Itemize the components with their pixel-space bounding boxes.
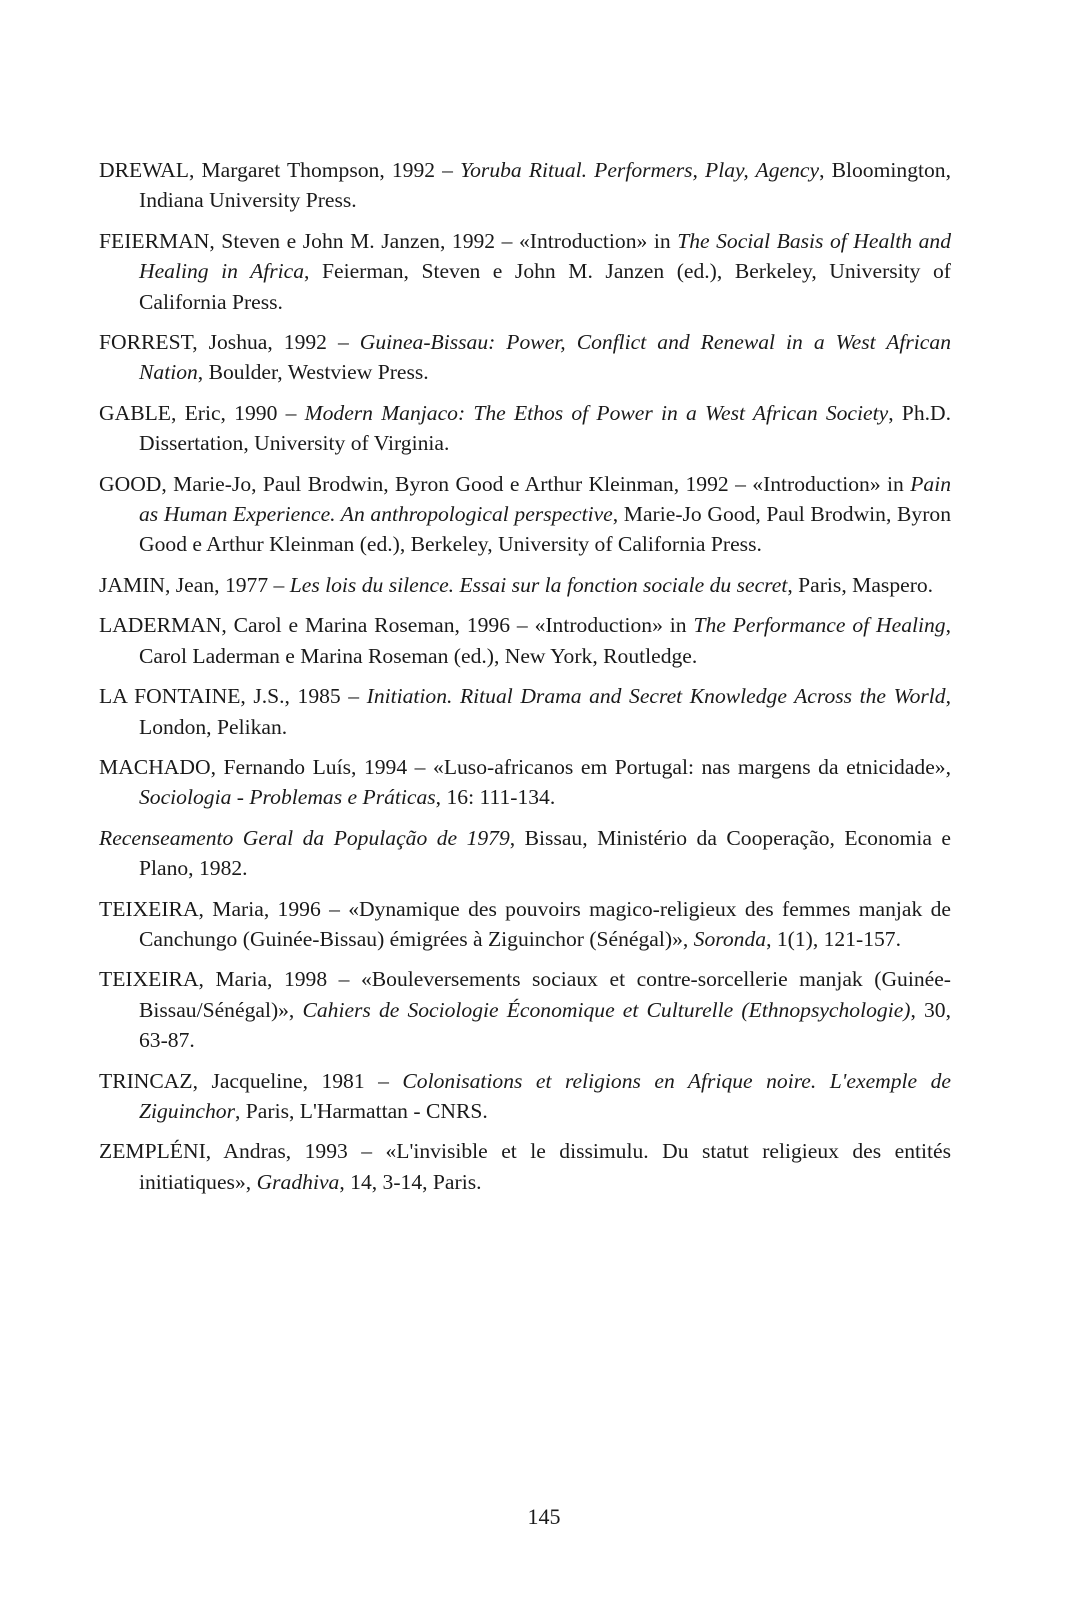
bibliography-list (99, 155, 951, 1207)
reference-entry: FORREST, Joshua, 1992 – Guinea-Bissau: Power, Conflict and Renewal in a West African Nation, Boulder, Westview Press. (99, 330, 951, 385)
reference-entry: TRINCAZ, Jacqueline, 1981 – Colonisations et religions en Afrique noire. L'exemple de Ziguinchor, Paris, L'Harmattan - CNRS. (99, 1068, 951, 1123)
reference-entry: ZEMPLÉNI, Andras, 1993 – «L'invisible et le dissimulu. Du statut religieux des entités initiatiques», Gradhiva, 14, 3-14, Paris. (99, 1139, 951, 1194)
page-number: 145 (527, 1504, 561, 1529)
reference-entry: MACHADO, Fernando Luís, 1994 – «Luso-africanos em Portugal: nas margens da etnicidade», Sociologia - Problemas e Práticas, 16: 111-134. (99, 754, 951, 810)
reference-entry: FEIERMAN, Steven e John M. Janzen, 1992 – «Introduction» in The Social Basis of Health and Healing in Africa, Feierman, Steven e John M. Janzen (ed.), Berkeley, University of California Press. (99, 228, 951, 314)
reference-title: Recenseamento Geral da População de 1979 (99, 825, 510, 850)
reference-entry: TEIXEIRA, Maria, 1998 – «Bouleversements sociaux et contre-sorcellerie manjak (Guinée-Bissau/Sénégal)», Cahiers de Sociologie Économique et Culturelle (Ethnopsychologie), 30, 63-87. (99, 967, 951, 1053)
reference-title: Initiation. Ritual Drama and Secret Knowledge Across the World (366, 684, 946, 709)
reference-entry: TEIXEIRA, Maria, 1996 – «Dynamique des pouvoirs magico-religieux des femmes manjak de Canchungo (Guinée-Bissau) émigrées à Ziguinchor (Sénégal)», Soronda, 1(1), 121-157. (99, 896, 951, 951)
reference-title: Colonisations et religions en Afrique noire. L'exemple de Ziguinchor (139, 1068, 951, 1123)
reference-title: Sociologia - Problemas e Práticas (139, 785, 436, 810)
reference-entry: LA FONTAINE, J.S., 1985 – Initiation. Ritual Drama and Secret Knowledge Across the World, London, Pelikan. (99, 684, 951, 739)
reference-title: Yoruba Ritual. Performers, Play, Agency (460, 158, 820, 182)
reference-title: Guinea-Bissau: Power, Conflict and Renewal in a West African Nation (139, 330, 951, 385)
reference-title: Pain as Human Experience. An anthropological perspective (139, 471, 951, 527)
reference-title: Gradhiva (256, 1169, 340, 1194)
reference-title: The Social Basis of Health and Healing in Africa (139, 228, 951, 284)
reference-title: Soronda (693, 926, 767, 951)
reference-title: The Performance of Healing (693, 613, 946, 638)
reference-title: Les lois du silence. Essai sur la fonction sociale du secret (289, 572, 788, 597)
reference-entry: GOOD, Marie-Jo, Paul Brodwin, Byron Good e Arthur Kleinman, 1992 – «Introduction» in Pain as Human Experience. An anthropological perspective, Marie-Jo Good, Paul Brodwin, Byron Good e Arthur Kleinman (ed.), Berkeley, University of California Press. (99, 471, 951, 557)
reference-title: Modern Manjaco: The Ethos of Power in a West African Society (304, 400, 889, 425)
reference-entry: JAMIN, Jean, 1977 – Les lois du silence. Essai sur la fonction sociale du secret, Paris, Maspero. (99, 572, 934, 597)
reference-entry: LADERMAN, Carol e Marina Roseman, 1996 – «Introduction» in The Performance of Healing, Carol Laderman e Marina Roseman (ed.), New York, Routledge. (99, 613, 951, 668)
reference-entry: Recenseamento Geral da População de 1979, Bissau, Ministério da Cooperação, Economia e Plano, 1982. (99, 825, 951, 881)
reference-entry: DREWAL, Margaret Thompson, 1992 – Yoruba Ritual. Performers, Play, Agency, Bloomington, Indiana University Press. (99, 158, 951, 213)
reference-title: Cahiers de Sociologie Économique et Culturelle (Ethnopsychologie) (302, 997, 911, 1022)
reference-entry: GABLE, Eric, 1990 – Modern Manjaco: The Ethos of Power in a West African Society, Ph.D. Dissertation, University of Virginia. (99, 400, 952, 456)
